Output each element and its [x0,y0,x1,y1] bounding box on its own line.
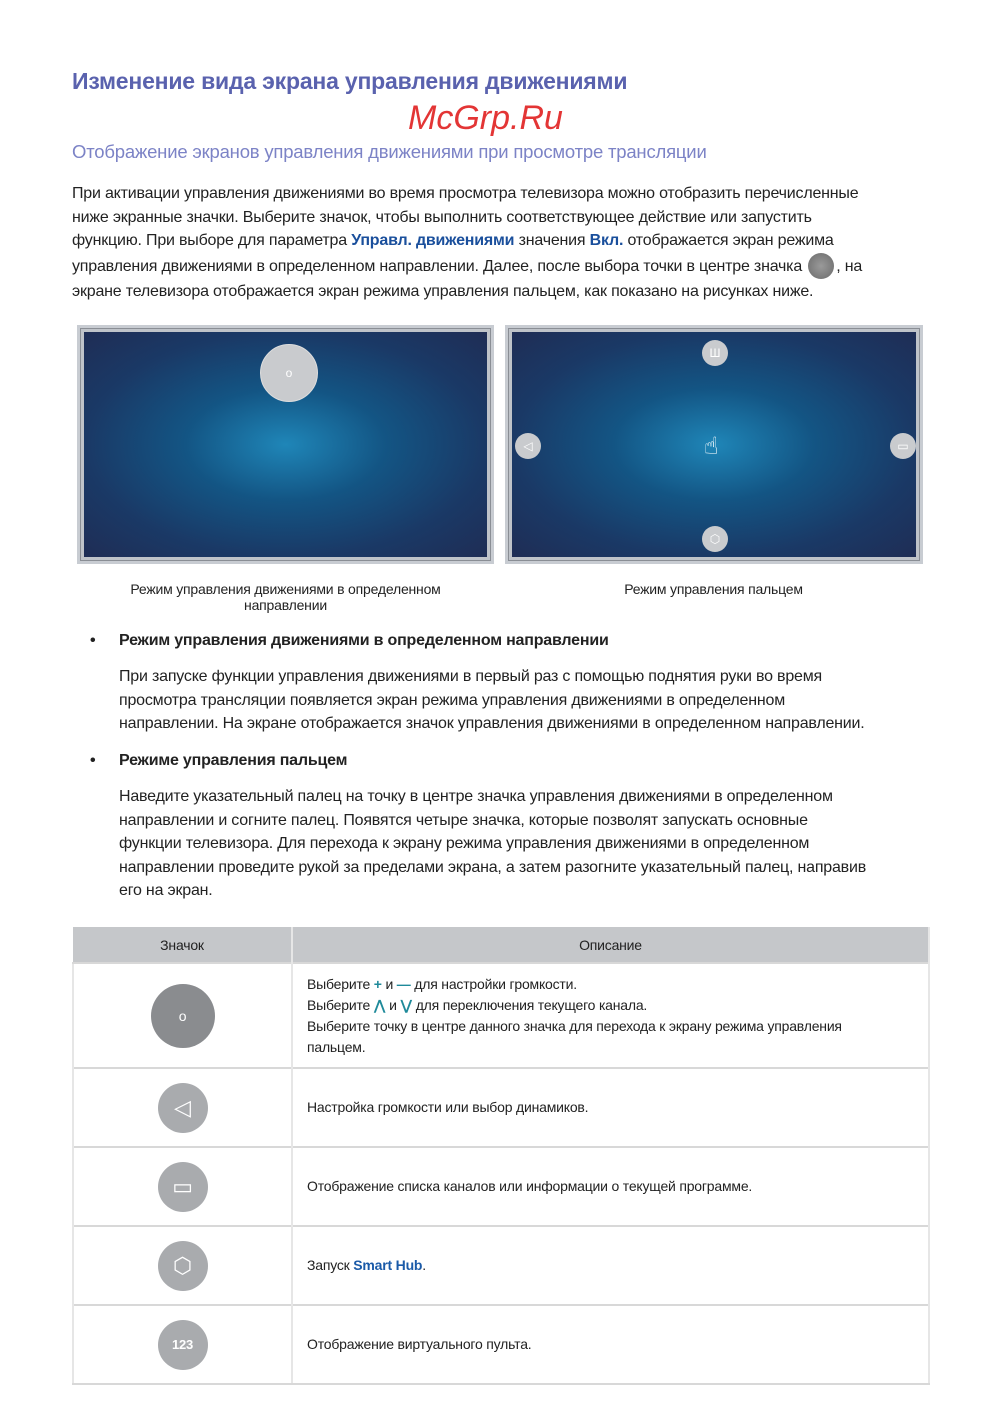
caption-line: направлении [244,597,327,613]
smart-hub-icon: ⬡ [702,526,728,552]
motion-control-icon [808,253,834,279]
channel-list-icon: ▭ [158,1162,208,1212]
tv-display [512,332,916,557]
text-line [307,974,927,995]
table-row [73,1068,929,1147]
smart-hub-link: Smart Hub [353,1257,423,1273]
column-header: Значок [73,927,292,963]
volume-speaker-icon: ◁ [158,1083,208,1133]
text: . [422,1257,426,1273]
bullet-body [119,785,939,903]
text-line: ниже экранные значки. Выберите значок, чтобы выполнить соответствующее действие или запустить [72,208,812,226]
smart-hub-icon: ⬡ [158,1241,208,1291]
text-line: его на экран. [119,882,213,899]
icon-cell [73,1068,292,1147]
tv-screen-directional-mode [77,325,494,564]
page-title: Изменение вида экрана управления движениями [72,68,628,94]
table-row [73,1147,929,1226]
plus-icon: + [373,975,382,992]
virtual-remote-icon: Ш [702,340,728,366]
virtual-remote-icon: 123 [158,1320,208,1370]
description-cell: Настройка громкости или выбор динамиков. [292,1068,929,1147]
text: , на [836,257,863,275]
motion-control-icon: o [260,344,318,402]
icon-cell [73,963,292,1068]
text-line: направлении проведите рукой за пределами экрана, а затем разогните указательный палец, направив [119,858,867,876]
setting-value: Вкл. [589,232,624,249]
text-line: Наведите указательный палец на точку в центре значка управления движениями в определенном [119,788,833,805]
bullet: • [90,632,96,649]
intro-paragraph [72,182,942,303]
text: и [385,996,401,1013]
column-header: Описание [292,927,929,963]
text-line: экране телевизора отображается экран режима управления пальцем, как показано на рисунках ниже. [72,282,814,300]
text: отображается экран режима [623,232,834,249]
bullet: • [90,752,96,769]
setting-name: Управл. движениями [351,232,515,249]
icon-cell [73,1147,292,1226]
table-row [73,1305,929,1384]
text: для переключения текущего канала. [412,996,648,1013]
text: значения [514,232,590,249]
watermark: McGrp.Ru [408,99,563,137]
text-line: функции телевизора. Для перехода к экрану режима управления движениями в определенном [119,835,810,852]
text: Выберите [307,996,374,1013]
figure-caption [77,581,494,613]
text-line [72,229,942,253]
text-line: направлении. На экране отображается значок управления движениями в определенном направлении. [119,715,865,732]
tv-screen-finger-mode [505,325,923,564]
text: Выберите [307,975,374,992]
figure-caption: Режим управления пальцем [624,581,803,597]
chevron-down-icon: ⋁ [400,996,413,1013]
table-row [73,1226,929,1305]
tv-display [84,332,487,557]
hand-pointer-icon: ☝ [704,433,719,460]
text: функцию. При выборе для параметра [72,232,352,249]
text-line: Выберите точку в центре данного значка для перехода к экрану режима управления [307,1017,842,1034]
text-line [307,995,927,1016]
table-header [73,927,929,963]
text-line: просмотра трансляции появляется экран режима управления движениями в определенном [119,691,786,709]
volume-icon: ◁ [515,433,541,459]
text: и [381,975,397,992]
caption-line: Режим управления движениями в определенном [130,581,441,597]
text-line: направлении и согните палец. Появятся четыре значка, которые позволят запускать основные [119,811,808,829]
description-cell [292,1226,929,1305]
text-line: пальцем. [307,1038,366,1055]
icon-table [72,927,930,1385]
bullet-title: Режим управления движениями в определенном направлении [119,632,609,649]
chevron-up-icon: ⋀ [373,996,386,1013]
channel-list-icon: ▭ [890,433,916,459]
text-line: При активации управления движениями во время просмотра телевизора можно отобразить перечисленные [72,185,859,202]
bullet-body [119,665,939,736]
table-row [73,963,929,1068]
description-cell: Отображение списка каналов или информации о текущей программе. [292,1147,929,1226]
minus-icon: — [396,975,411,992]
description-cell: Отображение виртуального пульта. [292,1305,929,1384]
text: управления движениями в определенном направлении. Далее, после выбора точки в центре значка [72,257,803,275]
text: Запуск [307,1257,354,1273]
section-title: Отображение экранов управления движениями при просмотре трансляции [72,141,707,162]
icon-cell [73,1226,292,1305]
bullet-title: Режиме управления пальцем [119,752,348,769]
description-cell [292,963,929,1068]
icon-cell [73,1305,292,1384]
text-line: При запуске функции управления движениями в первый раз с помощью поднятия руки во время [119,668,823,685]
motion-control-icon: o [151,984,215,1048]
text: для настройки громкости. [410,975,577,992]
text-line [72,253,942,280]
